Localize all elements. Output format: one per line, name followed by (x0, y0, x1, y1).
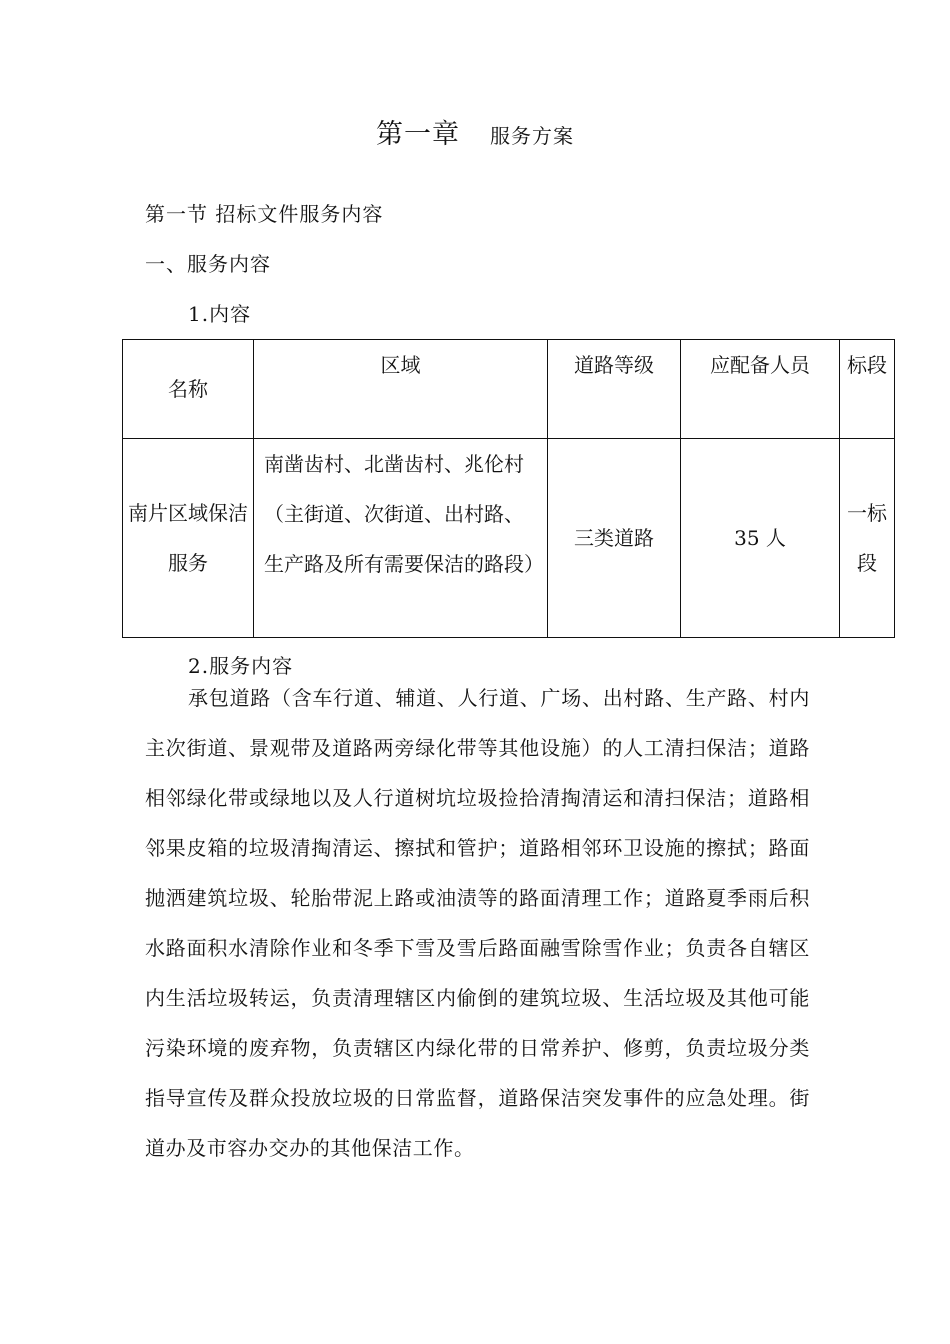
item-heading-content: 1.内容 (188, 302, 252, 326)
header-segment: 标段 (840, 340, 895, 439)
chapter-number: 第一章 (376, 119, 460, 150)
header-area: 区域 (254, 340, 548, 439)
page-title (0, 112, 950, 151)
item-heading-service: 2.服务内容 (188, 654, 294, 678)
cell-area: 南凿齿村、北凿齿村、兆伦村（主街道、次街道、出村路、生产路及所有需要保洁的路段） (254, 439, 548, 638)
cell-name: 南片区域保洁服务 (123, 439, 254, 638)
header-name: 名称 (123, 340, 254, 439)
table-row (123, 439, 895, 638)
service-description: 承包道路（含车行道、辅道、人行道、广场、出村路、生产路、村内主次街道、景观带及道路两旁绿化带等其他设施）的人工清扫保洁；道路相邻绿化带或绿地以及人行道树坑垃圾捡拾清掏清运和清扫保洁；道路相邻果皮箱的垃圾清掏清运、擦拭和管护；道路相邻环卫设施的擦拭；路面抛洒建筑垃圾、轮胎带泥上路或油渍等的路面清理工作；道路夏季雨后积水路面积水清除作业和冬季下雪及雪后路面融雪除雪作业；负责各自辖区内生活垃圾转运，负责清理辖区内偷倒的建筑垃圾、生活垃圾及其他可能污染环境的废弃物，负责辖区内绿化带的日常养护、修剪，负责垃圾分类指导宣传及群众投放垃圾的日常监督，道路保洁突发事件的应急处理。街道办及市容办交办的其他保洁工作。 (145, 686, 810, 1160)
section-title: 第一节 招标文件服务内容 (145, 202, 384, 226)
cell-staff: 35 人 (681, 439, 840, 638)
cell-grade: 三类道路 (548, 439, 681, 638)
service-table (122, 339, 895, 638)
sub-heading: 一、服务内容 (145, 252, 271, 276)
table-header-row (123, 340, 895, 439)
header-grade: 道路等级 (548, 340, 681, 439)
header-staff: 应配备人员 (681, 340, 840, 439)
chapter-name: 服务方案 (490, 124, 574, 148)
cell-segment: 一标段 (840, 439, 895, 638)
